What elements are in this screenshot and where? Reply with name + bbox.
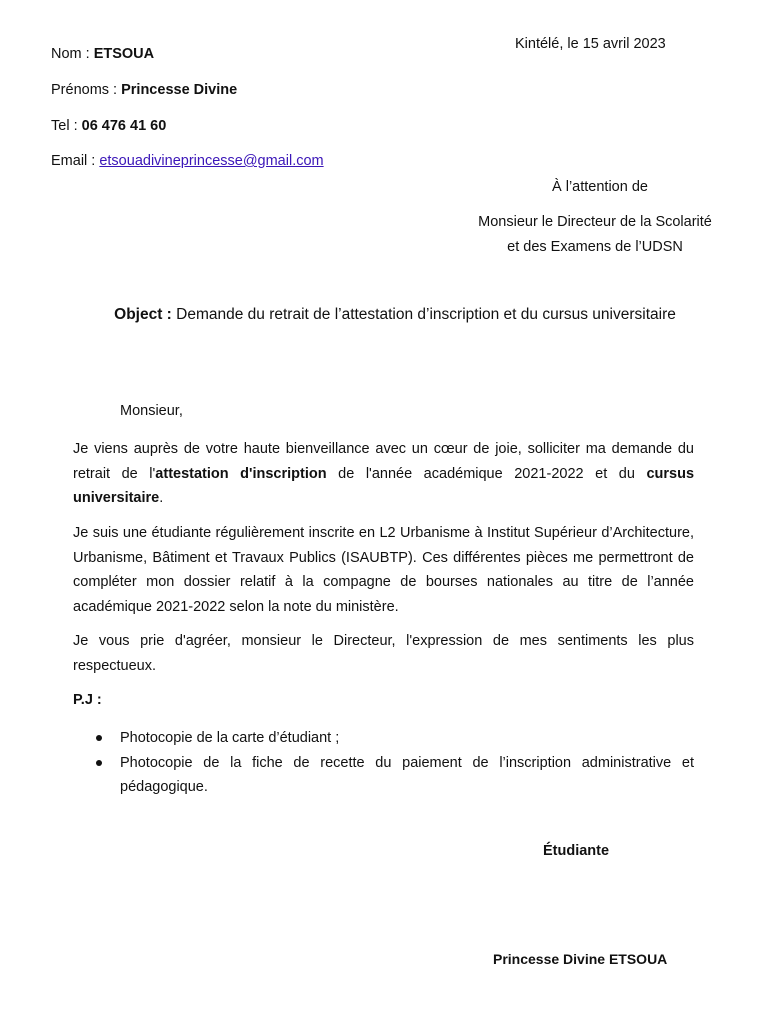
email-label: Email : xyxy=(51,153,100,169)
tel-label: Tel : xyxy=(51,118,82,134)
recipient-line-2: et des Examens de l’UDSN xyxy=(507,239,683,255)
paragraph-1 xyxy=(73,437,694,511)
attachments-list xyxy=(100,726,694,800)
paragraph-3: Je vous prie d'agréer, monsieur le Directeur, l'expression de mes sentiments les plus respectueux. xyxy=(73,633,694,674)
bullet-icon xyxy=(96,735,102,741)
prenoms-label: Prénoms : xyxy=(51,82,122,98)
object-block xyxy=(100,302,690,328)
attachment-2: Photocopie de la fiche de recette du paiement de l’inscription administrative et pédagogique. xyxy=(120,754,694,795)
signature-name: Princesse Divine ETSOUA xyxy=(493,951,668,967)
list-item xyxy=(100,751,694,800)
attachment-1: Photocopie de la carte d’étudiant ; xyxy=(120,730,340,746)
tel-line xyxy=(51,118,166,134)
prenoms-value: Princesse Divine xyxy=(121,82,238,98)
place-date: Kintélé, le 15 avril 2023 xyxy=(515,36,666,52)
p1-text-e: . xyxy=(159,490,164,506)
p1-text-a: Je viens auprès de votre haute bienveillance avec un cœur de joie, solliciter ma demande du retrait de l' xyxy=(73,441,694,482)
recipient-line-1: Monsieur le Directeur de la Scolarité xyxy=(478,214,712,230)
p1-text-c: de l'année académique 2021-2022 et du xyxy=(326,465,647,482)
tel-value: 06 476 41 60 xyxy=(81,118,167,134)
paragraph-2: Je suis une étudiante régulièrement inscrite en L2 Urbanisme à Institut Supérieur d’Architecture, Urbanisme, Bâtiment et Travaux Publics (ISAUBTP). Ces différentes pièces me permettront de compléter mon dossier relatif à la compagne de bourses nationales au titre de l’année académique 2021-2022 selon la note du ministère. xyxy=(73,525,694,615)
email-line xyxy=(51,153,324,169)
email-link[interactable]: etsouadivineprincesse@gmail.com xyxy=(99,153,324,169)
p1-bold-cursus: cursus universitaire xyxy=(73,465,695,506)
attachments-label: P.J : xyxy=(73,692,102,708)
prenoms-line xyxy=(51,82,237,98)
list-item xyxy=(100,726,694,751)
object-label: Object : xyxy=(114,306,177,323)
nom-line xyxy=(51,46,154,62)
salutation: Monsieur, xyxy=(120,403,183,419)
attention-line: À l’attention de xyxy=(552,179,648,195)
object-text: Demande du retrait de l’attestation d’inscription et du cursus universitaire xyxy=(176,306,676,323)
p1-bold-attestation: attestation d'inscription xyxy=(155,465,327,482)
signature-role: Étudiante xyxy=(543,843,610,859)
bullet-icon xyxy=(96,760,102,766)
nom-value: ETSOUA xyxy=(93,46,155,62)
nom-label: Nom : xyxy=(51,46,94,62)
